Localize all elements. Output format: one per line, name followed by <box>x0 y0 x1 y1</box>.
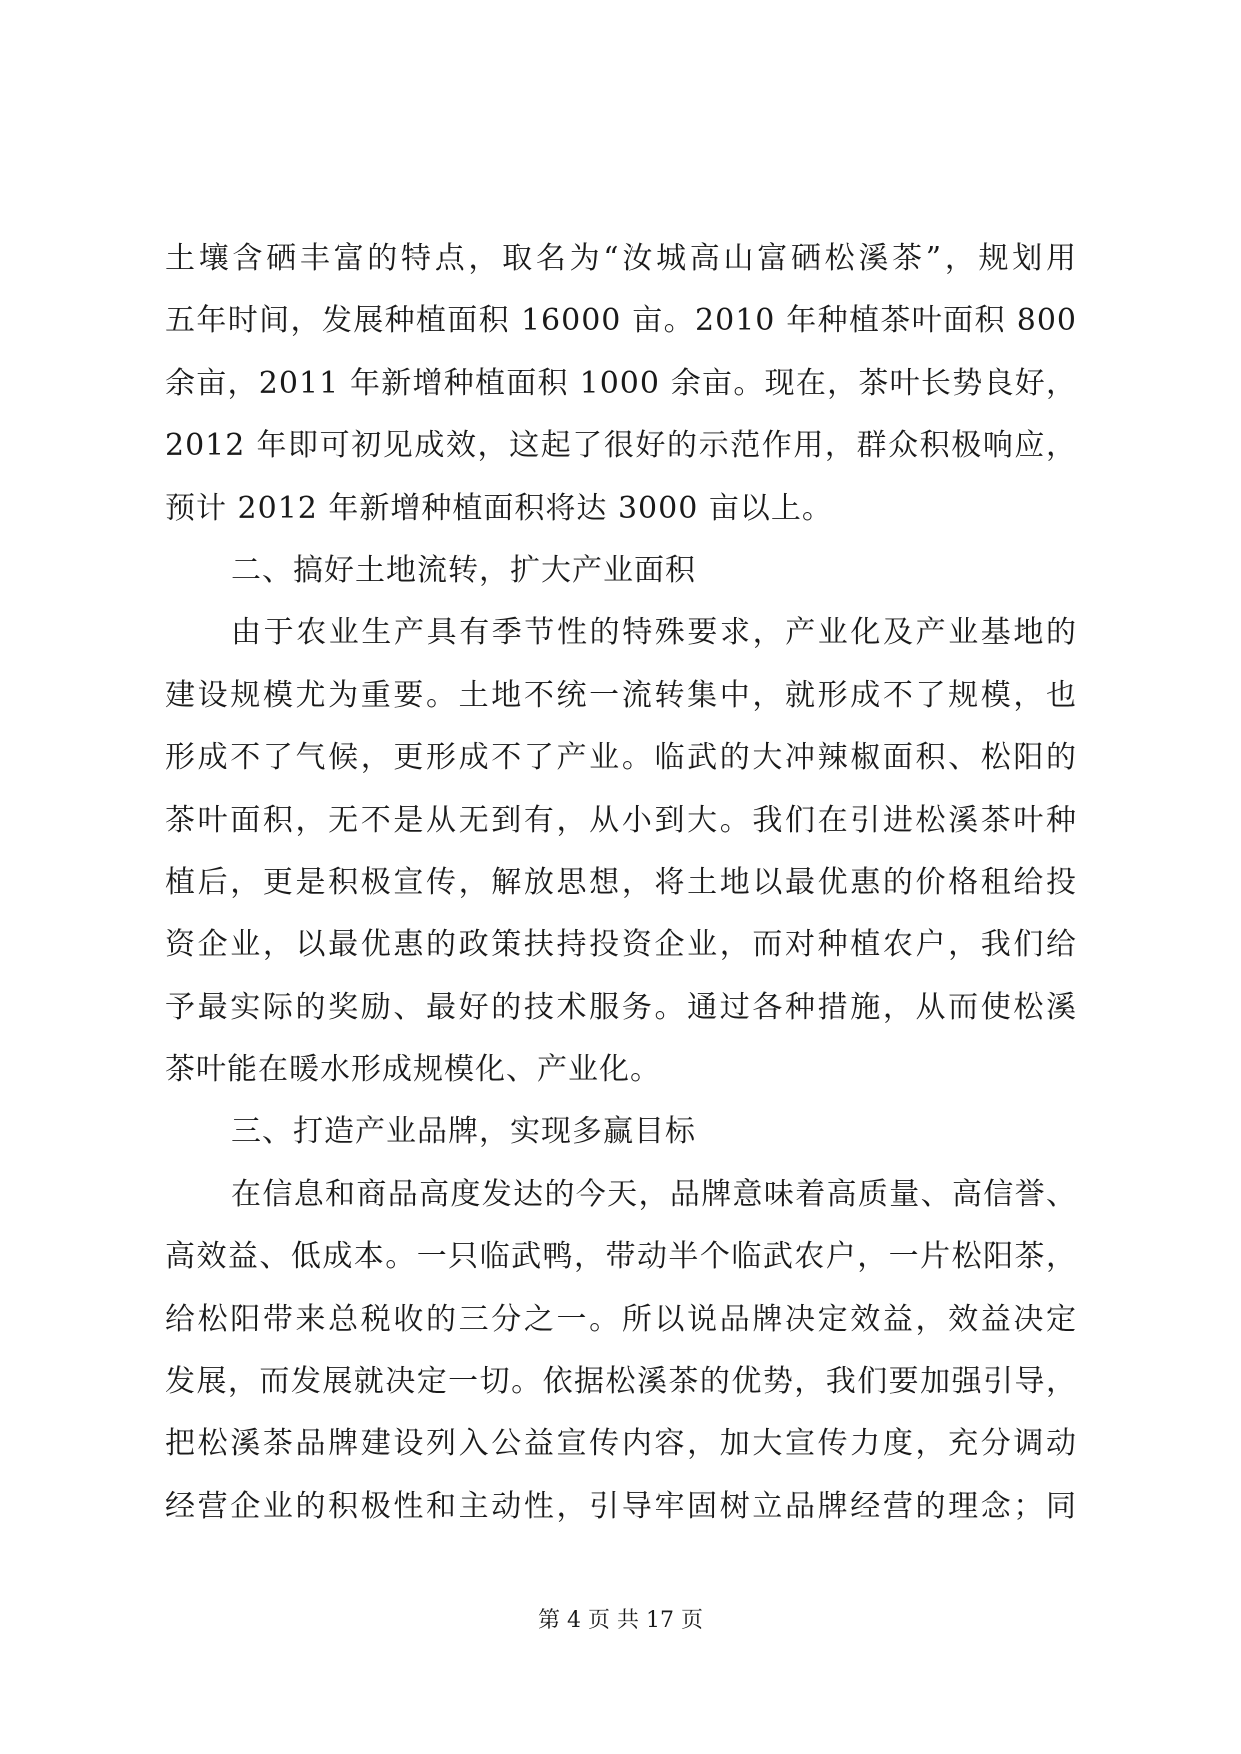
text-line-20: 把松溪茶品牌建设列入公益宣传内容，加大宣传力度，充分调动 <box>165 1426 1077 1462</box>
text-line-18: 给松阳带来总税收的三分之一。所以说品牌决定效益，效益决定 <box>165 1301 1077 1337</box>
section-heading-3: 三、打造产业品牌，实现多赢目标 <box>231 1114 696 1150</box>
section-heading-2: 二、搞好土地流转，扩大产业面积 <box>231 552 696 588</box>
text-line-10: 茶叶面积，无不是从无到有，从小到大。我们在引进松溪茶叶种 <box>165 802 1077 838</box>
text-line-9: 形成不了气候，更形成不了产业。临武的大冲辣椒面积、松阳的 <box>165 740 1077 776</box>
text-line-8: 建设规模尤为重要。土地不统一流转集中，就形成不了规模，也 <box>165 677 1077 713</box>
text-line-19: 发展，而发展就决定一切。依据松溪茶的优势，我们要加强引导， <box>165 1364 1077 1400</box>
text-line-4: 2012 年即可初见成效，这起了很好的示范作用，群众积极响应， <box>165 428 1077 464</box>
text-line-1: 土壤含硒丰富的特点，取名为“汝城高山富硒松溪茶”，规划用 <box>165 241 1077 276</box>
text-line-3: 余亩，2011 年新增种植面积 1000 余亩。现在，茶叶长势良好， <box>165 365 1077 401</box>
text-line-14: 茶叶能在暖水形成规模化、产业化。 <box>165 1052 661 1088</box>
text-line-11: 植后，更是积极宣传，解放思想，将土地以最优惠的价格租给投 <box>165 864 1077 900</box>
text-line-2: 五年时间，发展种植面积 16000 亩。2010 年种植茶叶面积 800 <box>165 303 1077 339</box>
text-line-21: 经营企业的积极性和主动性，引导牢固树立品牌经营的理念；同 <box>165 1488 1077 1524</box>
text-line-16: 在信息和商品高度发达的今天，品牌意味着高质量、高信誉、 <box>231 1176 1077 1212</box>
text-line-13: 予最实际的奖励、最好的技术服务。通过各种措施，从而使松溪 <box>165 989 1077 1025</box>
text-line-17: 高效益、低成本。一只临武鸭，带动半个临武农户，一片松阳茶， <box>165 1239 1077 1275</box>
text-line-7: 由于农业生产具有季节性的特殊要求，产业化及产业基地的 <box>231 615 1077 651</box>
document-body <box>165 228 1077 1538</box>
text-line-12: 资企业，以最优惠的政策扶持投资企业，而对种植农户，我们给 <box>165 927 1077 963</box>
text-line-5: 预计 2012 年新增种植面积将达 3000 亩以上。 <box>165 490 833 526</box>
page-number-footer: 第 4 页 共 17 页 <box>538 1608 703 1633</box>
